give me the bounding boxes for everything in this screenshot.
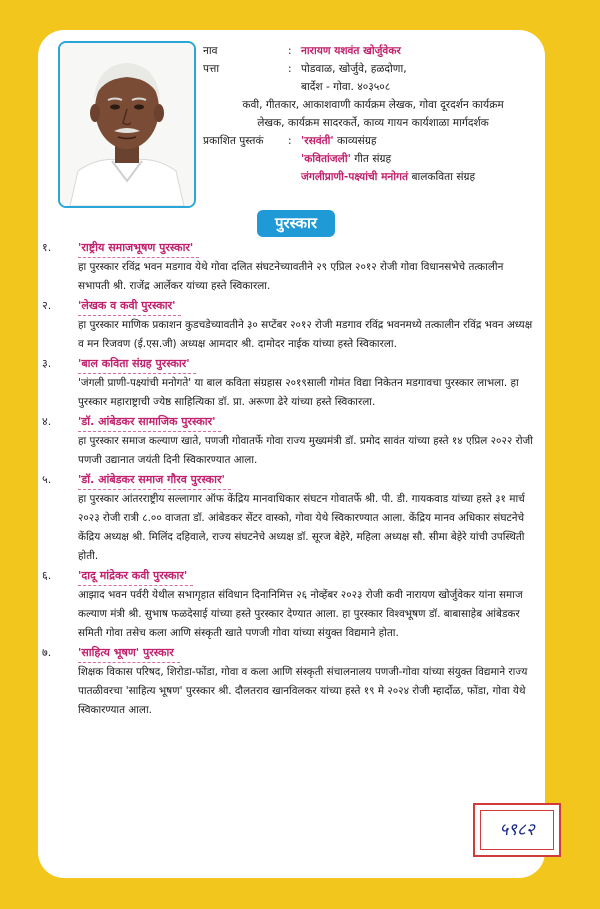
author-info <box>203 42 543 186</box>
award-item <box>38 566 545 643</box>
book-1-type: काव्यसंग्रह <box>337 135 377 147</box>
award-title: 'लेखक व कवी पुरस्कार' <box>78 296 181 316</box>
award-description: शिक्षक विकास परिषद, शिरोडा-फोंडा, गोवा व कला आणि संस्कृती संचालनालय पणजी-गोवा यांच्या संयुक्त विद्यमाने राज्य पातळीवरचा 'साहित्य भूषण' पुरस्कार श्री. दौलतराव खानविलकर यांच्या हस्ते १९ मे २०२४ रोजी म्हार्दोळ, फोंडा, गोवा येथे स्विकारण्यात आला. <box>78 666 528 716</box>
award-item <box>38 643 545 720</box>
award-item <box>38 238 545 296</box>
award-number: ६. <box>42 569 52 582</box>
award-number: २. <box>42 299 52 312</box>
award-number: ३. <box>42 357 52 370</box>
library-stamp <box>473 803 561 857</box>
address-line-2: बार्देश - गोवा. ४०३५०८ <box>301 81 391 93</box>
award-description: हा पुरस्कार रविंद्र भवन मडगाव येथे गोवा दलित संघटनेच्यावतीने २९ एप्रिल २०१२ रोजी गोवा विधानसभेचे तत्कालीन सभापती श्री. राजेंद्र आर्लेकर यांच्या हस्ते स्विकारला. <box>78 261 504 292</box>
description-line-2: लेखक, कार्यक्रम सादरकर्ते, काव्य गायन कार्यशाळा मार्गदर्शक <box>257 117 489 129</box>
author-photo <box>58 41 196 208</box>
published-row: प्रकाशित पुस्तकं : 'रसवंती' काव्यसंग्रह <box>203 132 543 150</box>
award-title: 'बाल कविता संग्रह पुरस्कार' <box>78 354 196 374</box>
name-label: नाव <box>203 45 218 57</box>
award-title: 'डॉ. आंबेडकर सामाजिक पुरस्कार' <box>78 412 221 432</box>
award-description: हा पुरस्कार आंतरराष्ट्रीय सल्लागार ऑफ केंद्रिय मानवाधिकार संघटन गोवातर्फे श्री. पी. डी. गायकवाड यांच्या हस्ते ३१ मार्च २०२३ रोजी रात्री ८.०० वाजता डॉ. आंबेडकर सेंटर वास्को, गोवा येथे स्विकारण्यात आला. केंद्रिय मानव अधिकार संघटनेचे केंद्रिय अध्यक्ष श्री. मिलिंद दहिवाले, राज्य संघटनेचे अध्यक्ष डॉ. सूरज बेहेरे, महिला अध्यक्ष सौ. सीमा बेहेरे यांची उपस्थिती होती. <box>78 493 525 562</box>
awards-list <box>38 238 545 720</box>
address-row-2 <box>203 78 543 96</box>
book-3-title: जंगलीप्राणी-पक्ष्यांची मनोगतं <box>301 171 409 183</box>
awards-heading: पुरस्कार <box>257 210 335 237</box>
book-2-type: गीत संग्रह <box>354 153 392 165</box>
award-number: ५. <box>42 473 52 486</box>
award-item <box>38 296 545 354</box>
award-number: ४. <box>42 415 52 428</box>
award-title: 'डॉ. आंबेडकर समाज गौरव पुरस्कार' <box>78 470 231 490</box>
award-item <box>38 412 545 470</box>
award-number: १. <box>42 241 52 254</box>
award-number: ७. <box>42 646 52 659</box>
book-3-row <box>203 168 543 186</box>
published-label: प्रकाशित पुस्तकं <box>203 135 264 147</box>
award-title: 'साहित्य भूषण' पुरस्कार <box>78 643 180 663</box>
award-description: हा पुरस्कार समाज कल्याण खाते, पणजी गोवातर्फे गोवा राज्य मुख्यमंत्री डॉ. प्रमोद सावंत यांच्या हस्ते १४ एप्रिल २०२२ रोजी पणजी उद्यानात जयंती दिनी स्विकारण्यात आला. <box>78 435 533 466</box>
address-row: पत्ता : पोडवाळ, खोर्जुवे, हळदोणा, <box>203 60 543 78</box>
author-name: नारायण यशवंत खोर्जुवेकर <box>301 45 401 57</box>
address-line-1: पोडवाळ, खोर्जुवे, हळदोणा, <box>301 63 407 75</box>
address-label: पत्ता <box>203 63 220 75</box>
portrait-image <box>60 43 194 206</box>
award-description: 'जंगली प्राणी-पक्ष्यांची मनोगते' या बाल कविता संग्रहास २०१९साली गोमंत विद्या निकेतन मडगावचा पुरस्कार लाभला. हा पुरस्कार महाराष्ट्राची ज्येष्ठ साहित्यिका डॉ. प्रा. अरूणा ढेरे यांच्या हस्ते स्विकारला. <box>78 377 519 408</box>
description-line-1: कवी, गीतकार, आकाशवाणी कार्यक्रम लेखक, गोवा दूरदर्शन कार्यक्रम <box>242 99 504 111</box>
content-card <box>38 30 545 878</box>
book-1-title: 'रसवंती' <box>301 135 334 147</box>
award-item <box>38 354 545 412</box>
award-item <box>38 470 545 566</box>
name-row: नाव : नारायण यशवंत खोर्जुवेकर <box>203 42 543 60</box>
book-2-title: 'कवितांजली' <box>301 153 351 165</box>
award-title: 'राष्ट्रीय समाजभूषण पुरस्कार' <box>78 238 199 258</box>
award-description: आझाद भवन पर्वरी येथील सभागृहात संविधान दिनानिमित्त २६ नोव्हेंबर २०२३ रोजी कवी नारायण खोर्जुवेकर यांना समाज कल्याण मंत्री श्री. सुभाष फळदेसाई यांच्या हस्ते पुरस्कार देण्यात आला. हा पुरस्कार विश्वभूषण डॉ. बाबासाहेब आंबेडकर समिती गोवा तसेच कला आणि संस्कृती खाते पणजी गोवा यांच्या संयुक्त विद्यमाने होता. <box>78 589 523 639</box>
stamp-number: ५९८२ <box>480 810 554 850</box>
award-title: 'दादू मांद्रेकर कवी पुरस्कार' <box>78 566 193 586</box>
book-2-row <box>203 150 543 168</box>
award-description: हा पुरस्कार माणिक प्रकाशन कुडचडेच्यावतीने ३० सप्टेंबर २०१२ रोजी मडगाव रविंद्र भवनमध्ये तत्कालीन रविंद्र भवन अध्यक्ष व मन रिजवण (ई.एस.जी) अध्यक्ष आमदार श्री. दामोदर नाईक यांच्या हस्ते स्विकारला. <box>78 319 533 350</box>
book-3-type: बालकविता संग्रह <box>411 171 476 183</box>
